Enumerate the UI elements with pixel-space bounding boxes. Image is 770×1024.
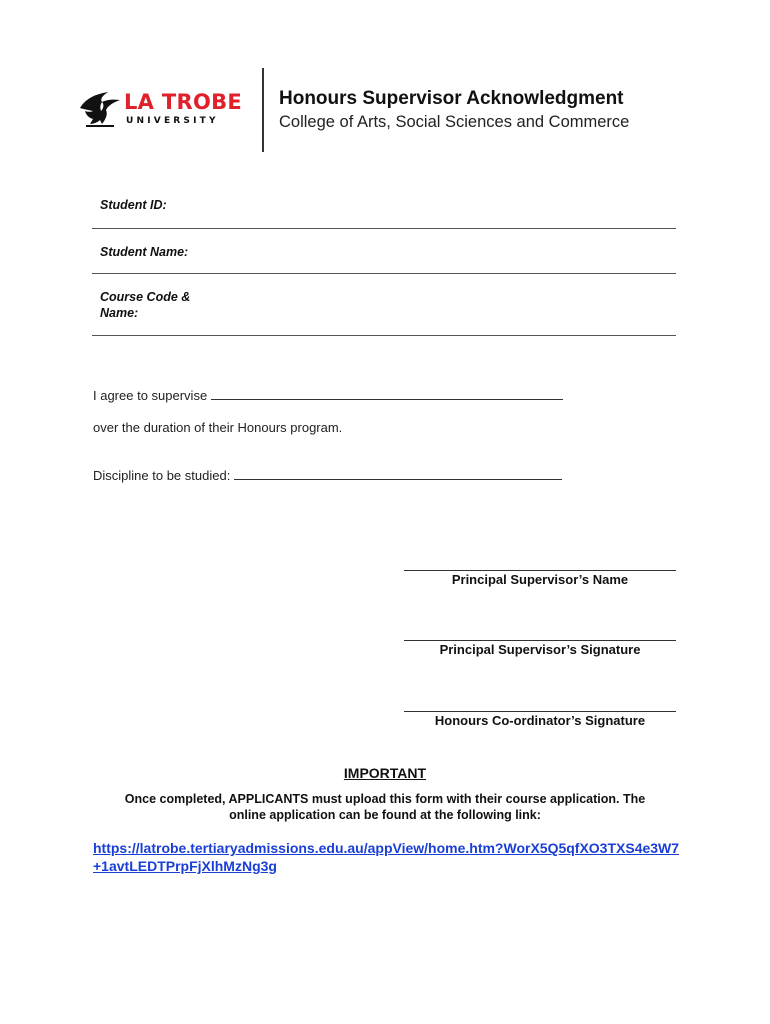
- form-header: [78, 68, 698, 154]
- discipline-field[interactable]: [234, 469, 562, 480]
- student-name-label: Student Name:: [100, 245, 189, 259]
- student-id-field[interactable]: [92, 228, 676, 229]
- course-label: [100, 289, 190, 321]
- principal-signature-line[interactable]: [404, 640, 676, 641]
- course-field[interactable]: [92, 335, 676, 336]
- application-link[interactable]: https://latrobe.tertiaryadmissions.edu.au/appView/home.htm?WorX5Q5qfXO3TXS4e3W7+1avtLEDTPrpFjXlhMzNg3g: [93, 840, 680, 874]
- course-label-line1: Course Code &: [100, 290, 191, 304]
- student-name-field[interactable]: [92, 273, 676, 274]
- logo-wordmark: LA TROBE: [124, 90, 243, 114]
- discipline-prefix: Discipline to be studied:: [93, 468, 231, 483]
- eagle-crest-icon: [78, 86, 122, 130]
- coordinator-signature-line[interactable]: [404, 711, 676, 712]
- supervise-student-field[interactable]: [211, 389, 563, 400]
- logo-subname: UNIVERSITY: [126, 116, 219, 126]
- important-heading: IMPORTANT: [343, 765, 427, 781]
- page-title: Honours Supervisor Acknowledgment: [279, 88, 624, 109]
- duration-text: over the duration of their Honours program.: [93, 420, 343, 435]
- upload-instructions: Once completed, APPLICANTS must upload this form with their course application. The online application can be found at the following link:: [124, 792, 646, 822]
- header-divider: [262, 68, 264, 152]
- la-trobe-logo: [78, 86, 253, 136]
- principal-name-line[interactable]: [404, 570, 676, 571]
- supervise-statement: [93, 388, 563, 403]
- student-id-label: Student ID:: [100, 198, 167, 212]
- coordinator-signature-label: Honours Co-ordinator’s Signature: [434, 713, 646, 728]
- principal-name-label: Principal Supervisor’s Name: [451, 572, 629, 587]
- course-label-line2: Name:: [100, 306, 139, 320]
- principal-signature-label: Principal Supervisor’s Signature: [439, 642, 641, 657]
- discipline-statement: [93, 468, 562, 483]
- supervise-prefix: I agree to supervise: [93, 388, 208, 403]
- page-subtitle: College of Arts, Social Sciences and Commerce: [279, 113, 630, 131]
